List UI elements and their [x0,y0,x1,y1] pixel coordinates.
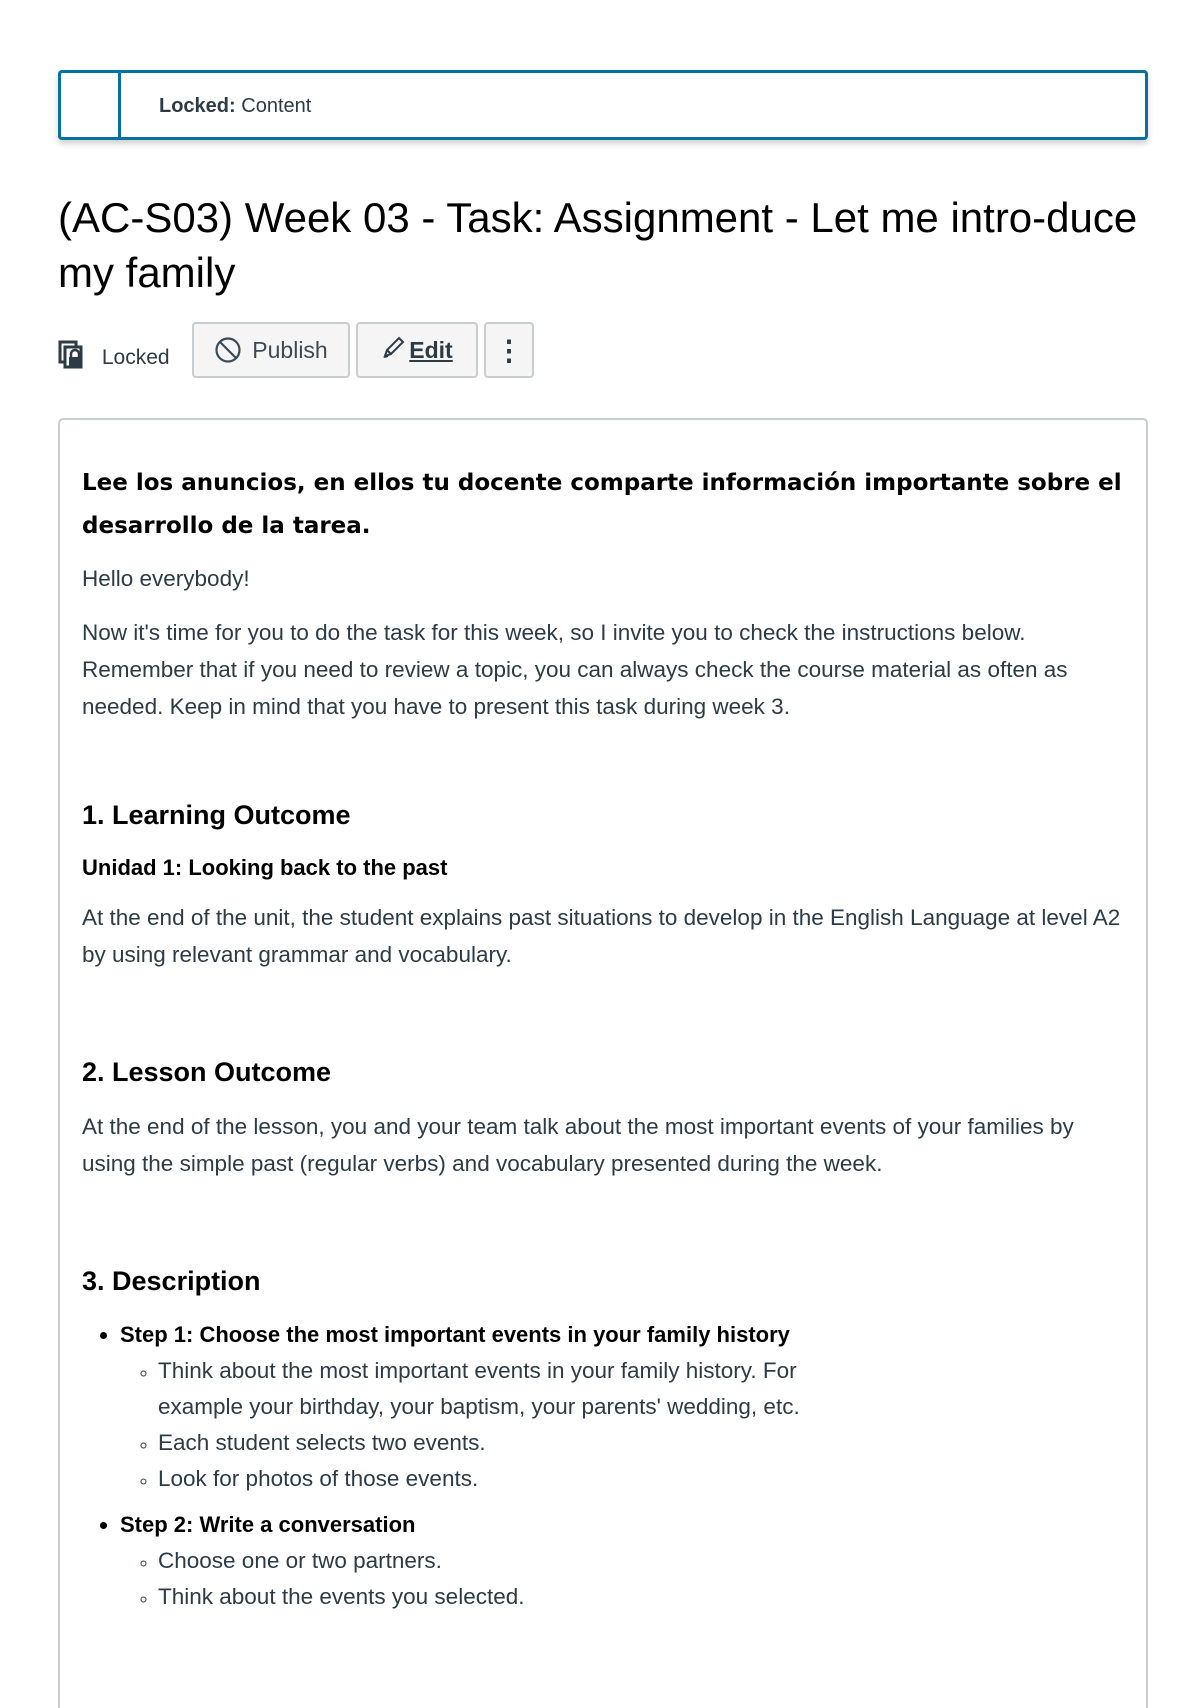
banner-value: Content [241,95,312,117]
list-item: ◦ Think about the most important events in your family history. For example your birthday, your baptism, your parents' wedding, etc. [158,1353,858,1425]
step-title: Step 2: Write a conversation [120,1512,416,1537]
learning-outcome-subheading: Unidad 1: Looking back to the past [82,855,448,880]
list-item: ◦ Each student selects two events. [158,1425,1127,1461]
more-options-button[interactable] [484,322,534,378]
list-item: ◦ Think about the events you selected. [158,1579,1127,1615]
banner-divider [118,73,121,137]
pencil-icon [381,334,407,366]
list-item: ◦ Look for photos of those events. [158,1461,1127,1497]
list-item [120,1317,1127,1497]
learning-outcome-heading: 1. Learning Outcome [82,800,351,830]
page-title: (AC-S03) Week 03 - Task: Assignment - Let me intro-duce my family [58,194,1138,296]
banner-text [159,95,311,118]
assignment-toolbar [58,322,1148,380]
banner-label: Locked: [159,95,236,117]
edit-button[interactable] [356,322,478,378]
locked-status [58,340,170,376]
list-item [120,1507,1127,1615]
locked-banner [58,70,1148,140]
step-title: Step 1: Choose the most important events in your family history [120,1322,790,1347]
lesson-outcome-text: At the end of the lesson, you and your team talk about the most important events of your families by using the simple past (regular verbs) and vocabulary presented during the week. [82,1114,1074,1176]
greeting-text: Hello everybody! [82,566,250,591]
lesson-outcome-heading: 2. Lesson Outcome [82,1057,332,1087]
unpublished-icon [214,336,242,364]
publish-label: Publish [252,336,328,363]
description-heading: 3. Description [82,1266,261,1296]
more-options-icon: ⋮ [495,334,523,366]
list-item: ◦ Choose one or two partners. [158,1543,1127,1579]
edit-label: Edit [409,336,453,363]
learning-outcome-text: At the end of the unit, the student explains past situations to develop in the English Language at level A2 by using relevant grammar and vocabulary. [82,905,1121,967]
lock-icon [58,340,88,376]
assignment-description [82,462,1127,1615]
step-sub-list [120,1353,1127,1497]
intro-paragraph: Now it's time for you to do the task for this week, so I invite you to check the instructions below. Remember that if you need to review a topic, you can always check the course material as often as needed. Keep in mind that you have to present this task during week 3. [82,620,1068,719]
publish-button[interactable] [192,322,350,378]
announcement-notice: Lee los anuncios, en ellos tu docente comparte información importante sobre el desarrollo de la tarea. [82,470,1122,539]
step-sub-list [120,1543,1127,1615]
steps-list [82,1317,1127,1615]
locked-label: Locked [101,346,170,369]
